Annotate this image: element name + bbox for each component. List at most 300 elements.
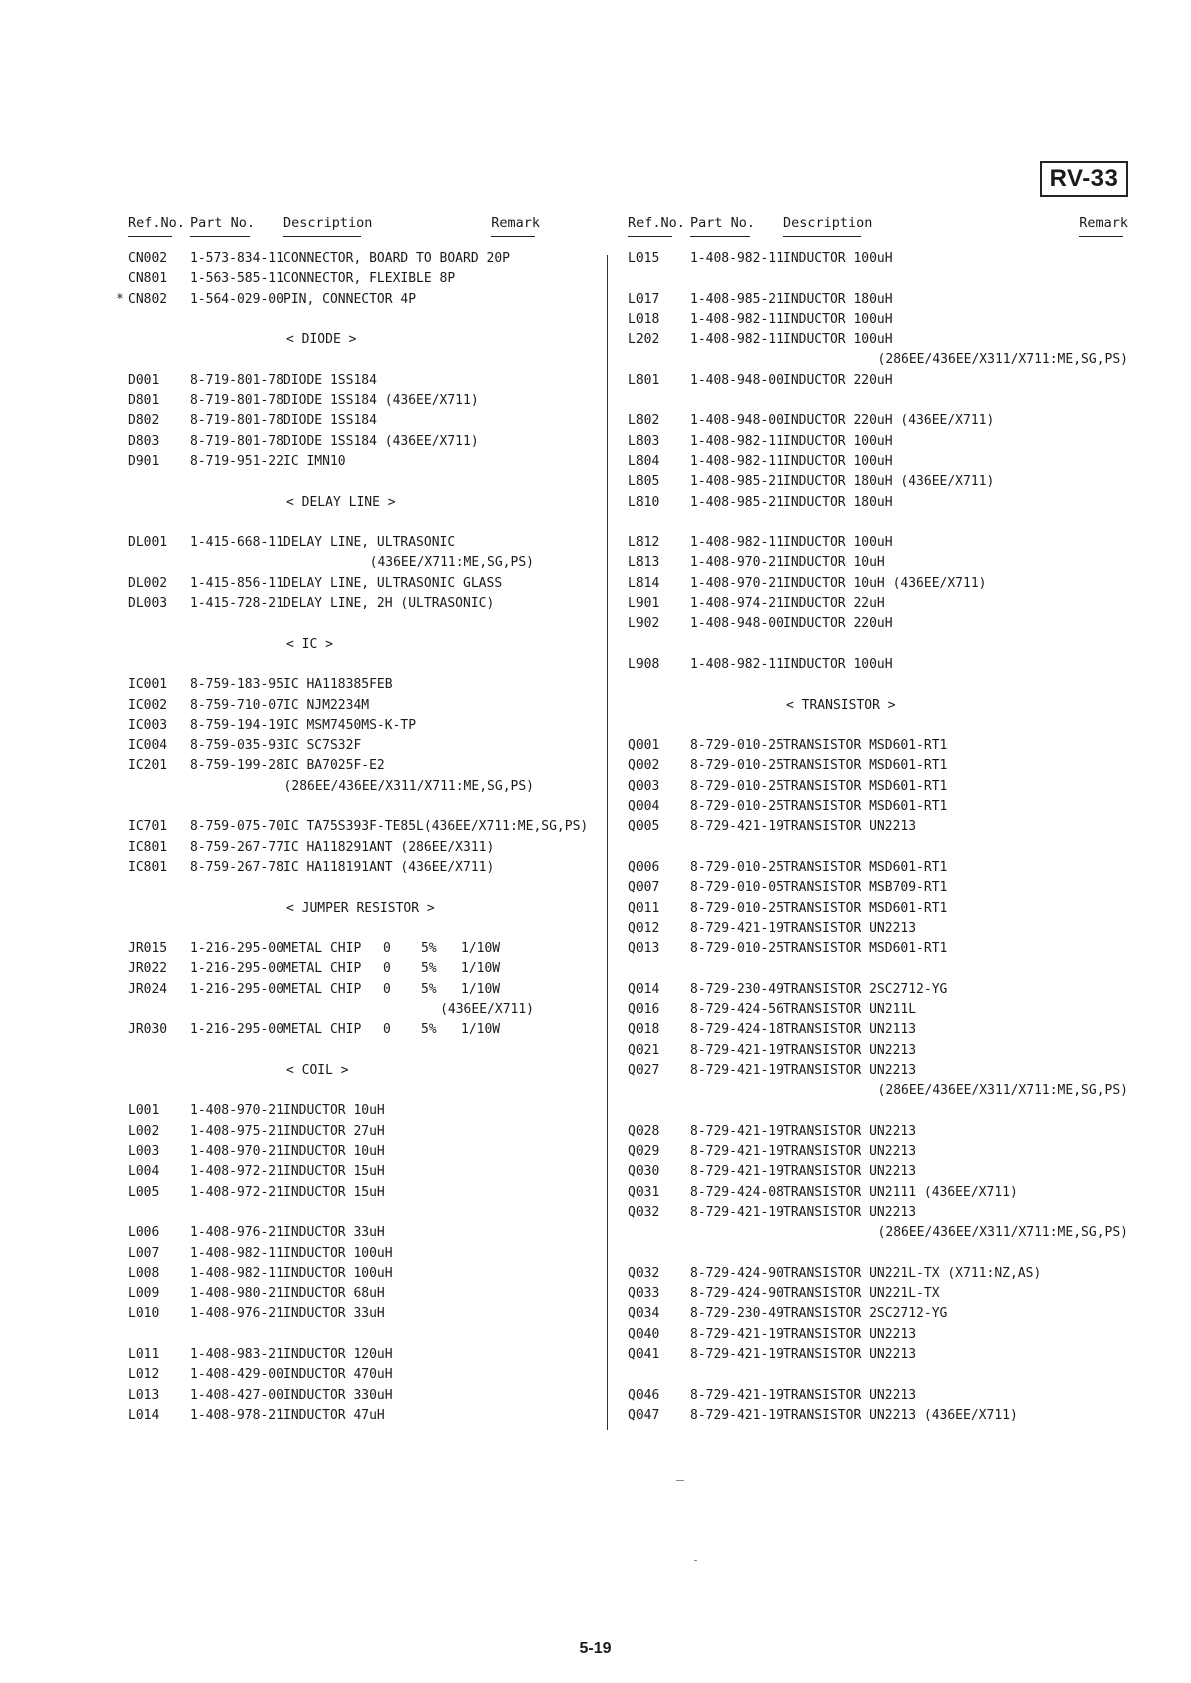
ref-number: Q011 (628, 900, 660, 916)
part-row (628, 493, 1128, 513)
part-number: 1-408-982-11 (690, 656, 784, 672)
ref-number: L012 (128, 1367, 160, 1383)
part-description: TRANSISTOR UN221L-TX (783, 1286, 940, 1302)
part-description: INDUCTOR 68uH (283, 1286, 385, 1302)
ref-number: IC701 (128, 819, 168, 835)
section-title: < JUMPER RESISTOR > (286, 900, 435, 916)
part-description: INDUCTOR 15uH (283, 1184, 385, 1200)
spacer-row (628, 1244, 1128, 1264)
power-rating: 1/10W (461, 981, 501, 997)
part-row (628, 1041, 1128, 1061)
part-description: TRANSISTOR UN2213 (783, 1042, 917, 1058)
part-description: DELAY LINE, ULTRASONIC (283, 535, 456, 551)
ref-number: IC004 (128, 738, 168, 754)
part-row (128, 675, 598, 695)
part-row (628, 1264, 1128, 1284)
part-number: 1-408-429-00 (190, 1367, 284, 1383)
part-row (628, 919, 1128, 939)
part-number: 8-729-010-25 (690, 738, 784, 754)
part-row (628, 899, 1128, 919)
part-description: INDUCTOR 100uH (283, 1265, 393, 1281)
ref-number: IC201 (128, 758, 168, 774)
ref-number: D001 (128, 372, 160, 388)
part-row (628, 432, 1128, 452)
part-row (628, 1122, 1128, 1142)
part-row (628, 1183, 1128, 1203)
part-number: 8-729-421-19 (690, 920, 784, 936)
ref-number: L015 (628, 251, 660, 266)
part-description: TRANSISTOR MSD601-RT1 (783, 738, 948, 754)
part-description: METAL CHIP (283, 961, 362, 977)
part-row (128, 1345, 598, 1365)
part-description: TRANSISTOR UN2213 (783, 920, 917, 936)
header-part-no: Part No. (690, 215, 755, 237)
part-row (628, 1304, 1128, 1324)
ref-number: L801 (628, 372, 660, 388)
part-row (128, 1101, 598, 1121)
part-description: METAL CHIP (283, 1022, 362, 1038)
ref-number: D803 (128, 433, 160, 449)
part-description: DIODE 1SS184 (436EE/X711) (283, 393, 479, 409)
part-description: PIN, CONNECTOR 4P (283, 291, 417, 307)
part-row (128, 980, 598, 1000)
part-description: INDUCTOR 100uH (783, 453, 893, 469)
part-row (628, 614, 1128, 634)
part-number: 8-759-267-78 (190, 859, 284, 875)
part-row (628, 574, 1128, 594)
part-description: INDUCTOR 220uH (783, 372, 893, 388)
part-row (128, 959, 598, 979)
ref-number: Q007 (628, 880, 660, 896)
part-row (128, 1284, 598, 1304)
part-number: 1-408-982-11 (690, 251, 784, 266)
ref-number: Q041 (628, 1347, 660, 1363)
part-row (628, 330, 1128, 350)
part-row (128, 1020, 598, 1040)
section-title: < IC > (286, 636, 333, 652)
ref-number: L812 (628, 535, 660, 551)
part-row (128, 1244, 598, 1264)
part-description: CONNECTOR, BOARD TO BOARD 20P (283, 251, 510, 266)
part-description: IC TA75S393F-TE85L(436EE/X711:ME,SG,PS) (283, 819, 589, 835)
part-description: INDUCTOR 180uH (436EE/X711) (783, 474, 995, 490)
spacer-row (628, 959, 1128, 979)
part-row (116, 290, 598, 310)
part-row (628, 797, 1128, 817)
part-description: TRANSISTOR MSD601-RT1 (783, 799, 948, 815)
part-row (128, 838, 598, 858)
part-description: TRANSISTOR UN2111 (436EE/X711) (783, 1184, 1018, 1200)
part-row (128, 269, 598, 289)
part-description: TRANSISTOR UN2213 (783, 1204, 917, 1220)
part-description: INDUCTOR 120uH (283, 1347, 393, 1363)
part-row (128, 1386, 598, 1406)
ref-number: Q033 (628, 1286, 660, 1302)
part-number: 8-729-421-19 (690, 1144, 784, 1160)
section-title: < TRANSISTOR > (786, 697, 896, 713)
part-number: 8-729-424-90 (690, 1286, 784, 1302)
part-number: 1-408-980-21 (190, 1286, 284, 1302)
ref-number: Q004 (628, 799, 660, 815)
spacer-row (128, 614, 598, 634)
part-number: 8-729-424-56 (690, 1001, 784, 1017)
part-row (628, 553, 1128, 573)
part-number: 1-408-972-21 (190, 1164, 284, 1180)
part-description: DIODE 1SS184 (283, 413, 377, 429)
part-description: TRANSISTOR UN2213 (783, 1062, 917, 1078)
section-heading (628, 696, 1128, 716)
part-description: INDUCTOR 10uH (283, 1103, 385, 1119)
part-description: IC HA118385FEB (283, 677, 393, 693)
ref-number: Q016 (628, 1001, 660, 1017)
ref-number: L013 (128, 1387, 160, 1403)
ref-number: DL003 (128, 596, 168, 612)
ref-number: CN802 (128, 291, 168, 307)
part-number: 8-759-183-95 (190, 677, 284, 693)
part-description: TRANSISTOR UN2213 (783, 1326, 917, 1342)
part-number: 8-759-035-93 (190, 738, 284, 754)
ref-number: CN002 (128, 251, 168, 266)
part-row (628, 939, 1128, 959)
part-row (128, 411, 598, 431)
part-number: 1-408-948-00 (690, 413, 784, 429)
part-number: 1-415-856-11 (190, 575, 284, 591)
ref-number: Q021 (628, 1042, 660, 1058)
ref-number: Q032 (628, 1204, 660, 1220)
ref-number: IC001 (128, 677, 168, 693)
tolerance: 5% (421, 941, 437, 957)
part-number: 8-729-421-19 (690, 1204, 784, 1220)
remark-text: (286EE/436EE/X311/X711:ME,SG,PS) (283, 778, 534, 794)
ref-number: L001 (128, 1103, 160, 1119)
part-description: TRANSISTOR 2SC2712-YG (783, 1306, 948, 1322)
header-remark: Remark (1079, 215, 1128, 237)
spacer-row (128, 797, 598, 817)
ref-number: JR022 (128, 961, 168, 977)
spacer-row (628, 716, 1128, 736)
part-description: INDUCTOR 33uH (283, 1306, 385, 1322)
part-number: 8-759-199-28 (190, 758, 284, 774)
part-description: INDUCTOR 47uH (283, 1407, 385, 1423)
spacer-row (628, 635, 1128, 655)
part-row (128, 756, 598, 776)
part-number: 1-573-834-11 (190, 251, 284, 266)
part-number: 1-563-585-11 (190, 271, 284, 287)
power-rating: 1/10W (461, 941, 501, 957)
part-row (628, 817, 1128, 837)
remark-text: (286EE/436EE/X311/X711:ME,SG,PS) (877, 1225, 1128, 1241)
ref-number: L009 (128, 1286, 160, 1302)
part-description: INDUCTOR 100uH (783, 433, 893, 449)
part-description: TRANSISTOR UN211L (783, 1001, 917, 1017)
part-row (128, 1365, 598, 1385)
ref-number: L901 (628, 596, 660, 612)
spacer-row (128, 310, 598, 330)
ref-number: Q046 (628, 1387, 660, 1403)
ref-number: Q001 (628, 738, 660, 754)
part-number: 1-408-982-11 (190, 1245, 284, 1261)
part-description: TRANSISTOR MSD601-RT1 (783, 859, 948, 875)
header-part-no: Part No. (190, 215, 255, 237)
part-number: 1-408-948-00 (690, 616, 784, 632)
section-heading (128, 493, 598, 513)
part-row (128, 1183, 598, 1203)
part-row (128, 574, 598, 594)
ref-number: L017 (628, 291, 660, 307)
header-description: Description (783, 215, 872, 237)
part-row (128, 696, 598, 716)
part-row (628, 858, 1128, 878)
part-description: IC IMN10 (283, 453, 346, 469)
ref-number: L803 (628, 433, 660, 449)
part-row (628, 980, 1128, 1000)
part-row (128, 1142, 598, 1162)
part-description: TRANSISTOR MSD601-RT1 (783, 758, 948, 774)
part-description: METAL CHIP (283, 981, 362, 997)
part-number: 8-759-267-77 (190, 839, 284, 855)
part-row (628, 1386, 1128, 1406)
part-row (628, 452, 1128, 472)
ref-number: Q006 (628, 859, 660, 875)
new-part-mark: * (116, 291, 124, 307)
scan-speck (676, 1480, 684, 1481)
spacer-row (128, 350, 598, 370)
part-row (628, 756, 1128, 776)
section-title: < DIODE > (286, 332, 357, 348)
header-ref-no: Ref.No. (128, 215, 185, 237)
part-row (628, 290, 1128, 310)
spacer-row (128, 1081, 598, 1101)
part-description: INDUCTOR 330uH (283, 1387, 393, 1403)
spacer-row (128, 1325, 598, 1345)
part-number: 1-408-975-21 (190, 1123, 284, 1139)
part-description: INDUCTOR 10uH (783, 555, 885, 571)
part-description: INDUCTOR 100uH (783, 535, 893, 551)
spacer-row (628, 1365, 1128, 1385)
part-number: 1-408-983-21 (190, 1347, 284, 1363)
ref-number: L008 (128, 1265, 160, 1281)
part-number: 8-729-421-19 (690, 1387, 784, 1403)
part-row (628, 472, 1128, 492)
part-row (628, 533, 1128, 553)
part-row (128, 1122, 598, 1142)
header-description: Description (283, 215, 372, 237)
part-number: 8-729-421-19 (690, 1326, 784, 1342)
part-row (128, 716, 598, 736)
ref-number: Q002 (628, 758, 660, 774)
part-number: 8-719-801-78 (190, 372, 284, 388)
section-title: < DELAY LINE > (286, 494, 396, 510)
part-number: 8-729-010-25 (690, 941, 784, 957)
ref-number: Q040 (628, 1326, 660, 1342)
part-description: TRANSISTOR UN221L-TX (X711:NZ,AS) (783, 1265, 1042, 1281)
part-row (628, 1162, 1128, 1182)
part-number: 8-729-421-19 (690, 1347, 784, 1363)
model-label: RV-33 (1040, 161, 1128, 197)
part-description: TRANSISTOR MSB709-RT1 (783, 880, 948, 896)
part-row (128, 452, 598, 472)
part-number: 8-729-010-05 (690, 880, 784, 896)
ref-number: Q005 (628, 819, 660, 835)
part-description: INDUCTOR 100uH (783, 656, 893, 672)
part-description: INDUCTOR 10uH (436EE/X711) (783, 575, 987, 591)
spacer-row (128, 513, 598, 533)
part-description: INDUCTOR 27uH (283, 1123, 385, 1139)
ref-number: L003 (128, 1144, 160, 1160)
part-number: 1-408-970-21 (190, 1144, 284, 1160)
part-description: IC SC7S32F (283, 738, 362, 754)
tolerance: 5% (421, 1022, 437, 1038)
ref-number: DL002 (128, 575, 168, 591)
part-row (128, 533, 598, 553)
section-title: < COIL > (286, 1062, 349, 1078)
part-row (128, 817, 598, 837)
part-row (128, 391, 598, 411)
ref-number: L810 (628, 494, 660, 510)
ref-number: IC002 (128, 697, 168, 713)
part-description: INDUCTOR 100uH (783, 332, 893, 348)
continuation-row (628, 350, 1128, 370)
part-row (628, 777, 1128, 797)
ref-number: L005 (128, 1184, 160, 1200)
part-number: 8-729-421-19 (690, 819, 784, 835)
part-description: DIODE 1SS184 (283, 372, 377, 388)
part-row (628, 1061, 1128, 1081)
part-description: TRANSISTOR 2SC2712-YG (783, 981, 948, 997)
part-number: 8-729-421-19 (690, 1407, 784, 1423)
part-description: CONNECTOR, FLEXIBLE 8P (283, 271, 456, 287)
spacer-row (128, 878, 598, 898)
part-row (128, 1406, 598, 1426)
ref-number: L010 (128, 1306, 160, 1322)
part-number: 8-759-194-19 (190, 717, 284, 733)
ref-number: D802 (128, 413, 160, 429)
part-row (628, 1345, 1128, 1365)
ref-number: L908 (628, 656, 660, 672)
ref-number: L018 (628, 311, 660, 327)
part-number: 8-729-421-19 (690, 1164, 784, 1180)
part-description: TRANSISTOR UN2213 (783, 1387, 917, 1403)
ref-number: L902 (628, 616, 660, 632)
part-number: 1-408-982-11 (690, 311, 784, 327)
part-row (128, 432, 598, 452)
ref-number: Q003 (628, 778, 660, 794)
column-header (628, 215, 1128, 249)
part-number: 8-729-424-08 (690, 1184, 784, 1200)
spacer-row (128, 655, 598, 675)
part-row (128, 939, 598, 959)
part-description: TRANSISTOR UN2213 (783, 1144, 917, 1160)
ref-number: L004 (128, 1164, 160, 1180)
part-number: 1-408-985-21 (690, 474, 784, 490)
ref-number: Q031 (628, 1184, 660, 1200)
part-number: 1-408-974-21 (690, 596, 784, 612)
resistance-value: 0 (383, 941, 391, 957)
part-number: 8-729-230-49 (690, 981, 784, 997)
part-row (628, 1325, 1128, 1345)
ref-number: L007 (128, 1245, 160, 1261)
part-number: 1-408-982-11 (190, 1265, 284, 1281)
part-description: IC BA7025F-E2 (283, 758, 385, 774)
part-description: INDUCTOR 100uH (783, 311, 893, 327)
part-description: INDUCTOR 180uH (783, 494, 893, 510)
part-number: 1-415-728-21 (190, 596, 284, 612)
continuation-row (128, 1000, 598, 1020)
part-row (128, 736, 598, 756)
part-row (128, 1223, 598, 1243)
ref-number: L006 (128, 1225, 160, 1241)
part-description: INDUCTOR 220uH (783, 616, 893, 632)
column-divider (607, 255, 608, 1430)
section-heading (128, 899, 598, 919)
part-number: 1-216-295-00 (190, 961, 284, 977)
resistance-value: 0 (383, 981, 391, 997)
part-number: 1-408-970-21 (690, 575, 784, 591)
section-heading (128, 330, 598, 350)
remark-text: (286EE/436EE/X311/X711:ME,SG,PS) (877, 1083, 1128, 1099)
part-number: 8-719-951-22 (190, 453, 284, 469)
ref-number: IC003 (128, 717, 168, 733)
header-remark: Remark (491, 215, 540, 237)
part-description: TRANSISTOR UN2213 (783, 1123, 917, 1139)
part-description: TRANSISTOR MSD601-RT1 (783, 778, 948, 794)
part-description: TRANSISTOR UN2113 (783, 1022, 917, 1038)
parts-list-right (628, 249, 1128, 1426)
part-number: 1-408-985-21 (690, 291, 784, 307)
scan-speck (694, 1560, 697, 1561)
continuation-row (128, 553, 598, 573)
header-ref-no: Ref.No. (628, 215, 685, 237)
tolerance: 5% (421, 961, 437, 977)
ref-number: JR030 (128, 1022, 168, 1038)
ref-number: JR024 (128, 981, 168, 997)
part-description: IC NJM2234M (283, 697, 370, 713)
part-description: DELAY LINE, ULTRASONIC GLASS (283, 575, 503, 591)
resistance-value: 0 (383, 961, 391, 977)
part-row (128, 594, 598, 614)
part-number: 8-729-010-25 (690, 859, 784, 875)
part-number: 8-719-801-78 (190, 433, 284, 449)
part-number: 1-408-982-11 (690, 433, 784, 449)
part-number: 8-719-801-78 (190, 413, 284, 429)
ref-number: L805 (628, 474, 660, 490)
part-number: 8-729-421-19 (690, 1042, 784, 1058)
part-number: 1-216-295-00 (190, 1022, 284, 1038)
ref-number: L814 (628, 575, 660, 591)
spacer-row (128, 1203, 598, 1223)
part-description: TRANSISTOR UN2213 (783, 1347, 917, 1363)
part-row (628, 1000, 1128, 1020)
part-number: 1-216-295-00 (190, 981, 284, 997)
part-number: 8-729-421-19 (690, 1123, 784, 1139)
ref-number: Q029 (628, 1144, 660, 1160)
ref-number: CN801 (128, 271, 168, 287)
remark-text: (436EE/X711:ME,SG,PS) (369, 555, 534, 571)
part-number: 8-759-075-70 (190, 819, 284, 835)
part-description: INDUCTOR 33uH (283, 1225, 385, 1241)
part-row (628, 594, 1128, 614)
part-description: TRANSISTOR UN2213 (783, 819, 917, 835)
part-row (628, 1020, 1128, 1040)
tolerance: 5% (421, 981, 437, 997)
ref-number: JR015 (128, 941, 168, 957)
part-number: 8-729-010-25 (690, 799, 784, 815)
continuation-row (128, 777, 598, 797)
ref-number: Q013 (628, 941, 660, 957)
part-row (628, 310, 1128, 330)
part-number: 1-408-970-21 (190, 1103, 284, 1119)
section-heading (128, 1061, 598, 1081)
